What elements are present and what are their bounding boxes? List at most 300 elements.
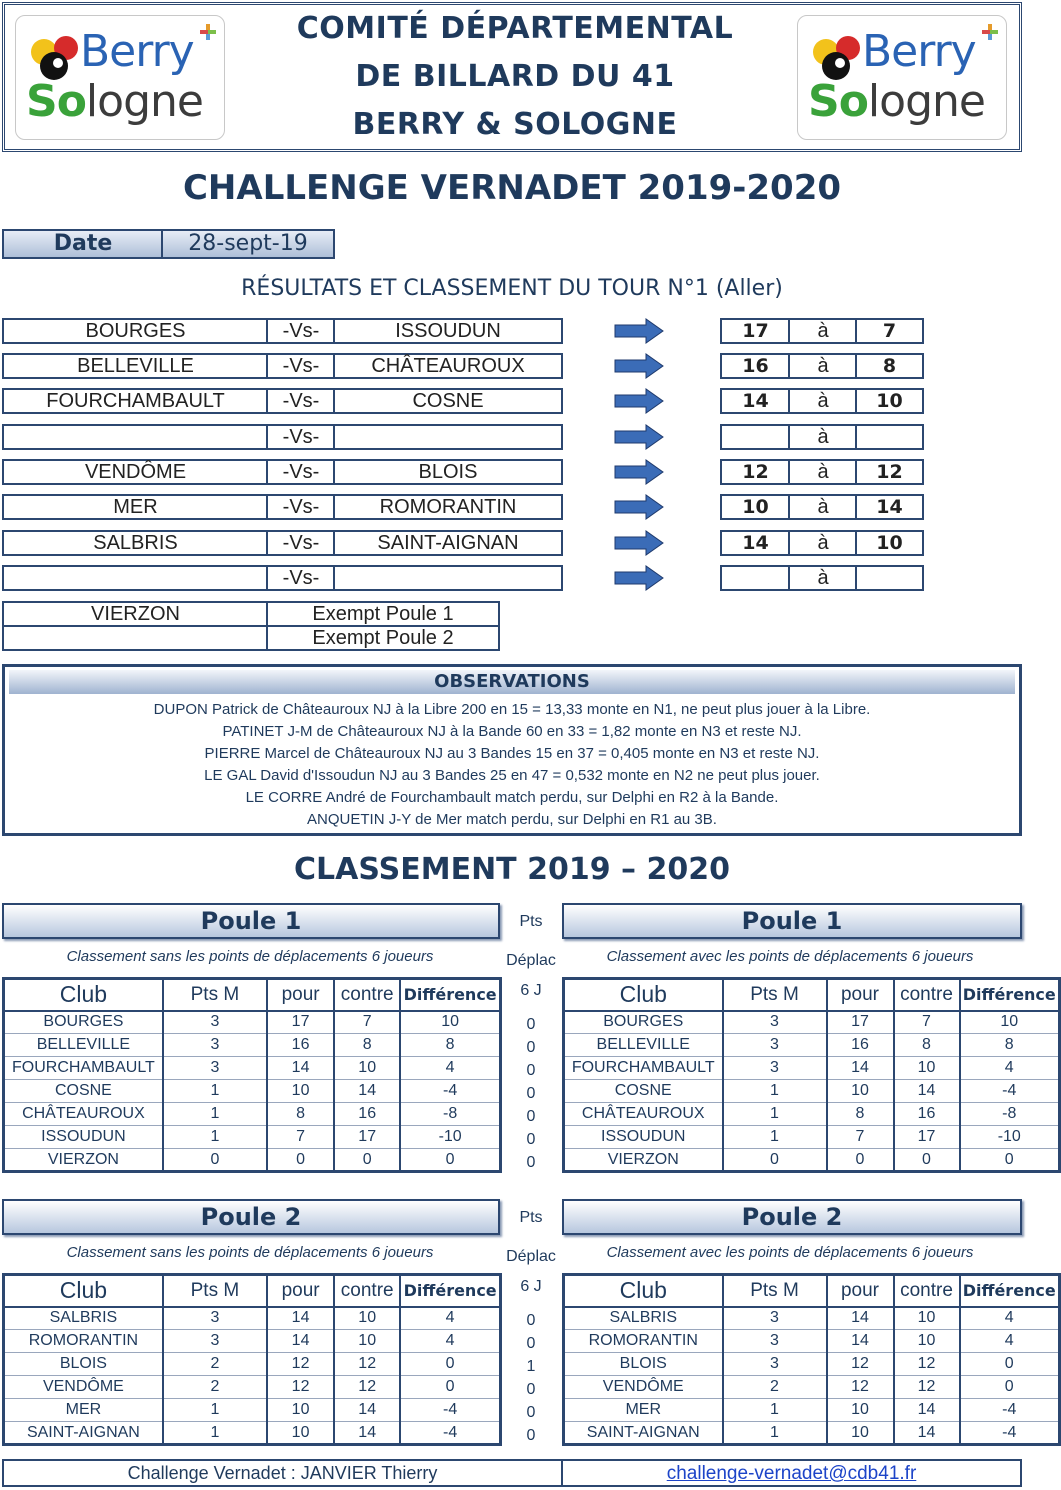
table-row <box>564 1034 1060 1057</box>
table-cell-contre: 16 <box>894 1103 960 1126</box>
deplac-points-value: 0 <box>526 1312 536 1329</box>
observations-title: OBSERVATIONS <box>9 670 1015 694</box>
table-cell-pts-m: 0 <box>163 1149 267 1172</box>
table-cell-club: VIERZON <box>564 1149 723 1172</box>
table-cell-pts-m: 3 <box>163 1034 267 1057</box>
table-cell-difference: -4 <box>400 1399 500 1422</box>
match-home-team: VENDÔME <box>2 459 269 485</box>
table-cell-contre: 10 <box>894 1057 960 1080</box>
header-banner <box>2 2 1022 152</box>
table-cell-club: ISSOUDUN <box>564 1126 723 1149</box>
table-cell-difference: 10 <box>400 1011 500 1034</box>
logo-text-sologne-so: So <box>26 76 86 127</box>
table-cell-club: MER <box>564 1399 723 1422</box>
match-vs-label: -Vs- <box>266 353 336 379</box>
compass-plus-icon <box>200 24 216 40</box>
table-row <box>564 1080 1060 1103</box>
table-cell-contre: 10 <box>894 1330 960 1353</box>
right-arrow-icon <box>614 494 664 520</box>
table-row <box>564 1057 1060 1080</box>
table-cell-pts-m: 2 <box>163 1353 267 1376</box>
table-cell-club: SAINT-AIGNAN <box>564 1422 723 1445</box>
table-cell-pour: 14 <box>267 1330 334 1353</box>
table-row <box>564 1399 1060 1422</box>
table-cell-contre: 12 <box>894 1353 960 1376</box>
right-arrow-icon <box>614 459 664 485</box>
table-row <box>4 1057 501 1080</box>
table-cell-contre: 0 <box>894 1149 960 1172</box>
table-cell-contre: 12 <box>334 1353 400 1376</box>
table-cell-pour: 17 <box>267 1011 334 1034</box>
table-cell-contre: 0 <box>334 1149 400 1172</box>
exempt-club-2 <box>2 625 269 651</box>
match-score-separator: à <box>788 459 858 485</box>
table-cell-contre: 12 <box>894 1376 960 1399</box>
table-cell-club: BOURGES <box>564 1011 723 1034</box>
column-header-club: Club <box>564 979 723 1011</box>
berry-sologne-logo-left <box>15 15 225 140</box>
page-title: CHALLENGE VERNADET 2019-2020 <box>182 168 842 208</box>
table-row <box>564 1149 1060 1172</box>
exempt-club-1: VIERZON <box>2 601 269 627</box>
table-cell-club: VENDÔME <box>564 1376 723 1399</box>
match-score-home: 12 <box>720 459 791 485</box>
table-row <box>4 1149 501 1172</box>
poule-subtitle-left: Classement sans les points de déplacements 6 joueurs <box>66 1244 434 1261</box>
exempt-label-2: Exempt Poule 2 <box>266 625 500 651</box>
match-score-home: 14 <box>720 530 791 556</box>
match-away-team: ISSOUDUN <box>333 318 563 344</box>
table-cell-contre: 14 <box>334 1399 400 1422</box>
logo-text-berry: Berry <box>862 26 976 77</box>
table-cell-pts-m: 1 <box>723 1080 827 1103</box>
table-cell-difference: -4 <box>960 1399 1060 1422</box>
table-cell-club: COSNE <box>564 1080 723 1103</box>
table-cell-club: COSNE <box>4 1080 163 1103</box>
match-home-team: BOURGES <box>2 318 269 344</box>
table-cell-club: SALBRIS <box>4 1307 163 1330</box>
table-cell-contre: 17 <box>334 1126 400 1149</box>
match-score-home: 16 <box>720 353 791 379</box>
match-score-home: 10 <box>720 494 791 520</box>
table-row <box>4 1353 501 1376</box>
match-away-team: SAINT-AIGNAN <box>333 530 563 556</box>
table-cell-contre: 10 <box>334 1057 400 1080</box>
column-header-difference: Différence <box>960 979 1060 1011</box>
match-score-separator: à <box>788 530 858 556</box>
match-away-team: ROMORANTIN <box>333 494 563 520</box>
table-cell-club: ISSOUDUN <box>4 1126 163 1149</box>
table-cell-pour: 14 <box>827 1057 894 1080</box>
deplac-points-value: 0 <box>526 1062 536 1079</box>
column-header-pour: pour <box>267 1275 334 1307</box>
table-cell-pour: 14 <box>827 1307 894 1330</box>
poule-subtitle-right: Classement avec les points de déplacements 6 joueurs <box>606 948 974 965</box>
poule-title-right: Poule 1 <box>562 903 1022 939</box>
match-vs-label: -Vs- <box>266 424 336 450</box>
berry-sologne-logo-right <box>797 15 1007 140</box>
observation-line: ANQUETIN J-Y de Mer match perdu, sur Delphi en R1 au 3B. <box>307 811 717 828</box>
table-cell-difference: 4 <box>960 1330 1060 1353</box>
match-score-away: 10 <box>855 388 924 414</box>
match-home-team: SALBRIS <box>2 530 269 556</box>
table-cell-club: ROMORANTIN <box>564 1330 723 1353</box>
table-cell-pts-m: 3 <box>723 1034 827 1057</box>
table-cell-pts-m: 1 <box>723 1126 827 1149</box>
table-cell-club: FOURCHAMBAULT <box>4 1057 163 1080</box>
match-away-team: BLOIS <box>333 459 563 485</box>
match-score-away: 14 <box>855 494 924 520</box>
table-cell-pts-m: 3 <box>723 1353 827 1376</box>
table-row <box>564 1422 1060 1445</box>
deplac-points-value: 0 <box>526 1016 536 1033</box>
ranking-header-row <box>4 979 501 1011</box>
table-row <box>4 1307 501 1330</box>
table-cell-club: FOURCHAMBAULT <box>564 1057 723 1080</box>
column-header-difference: Différence <box>400 979 500 1011</box>
match-vs-label: -Vs- <box>266 459 336 485</box>
table-cell-pts-m: 1 <box>163 1080 267 1103</box>
column-header-contre: contre <box>894 1275 960 1307</box>
table-row <box>564 1103 1060 1126</box>
deplac-points-value: 0 <box>526 1335 536 1352</box>
table-cell-pts-m: 1 <box>163 1422 267 1445</box>
poule-title-left: Poule 2 <box>2 1199 500 1235</box>
table-cell-contre: 14 <box>894 1399 960 1422</box>
table-cell-difference: 0 <box>400 1353 500 1376</box>
table-cell-difference: -10 <box>960 1126 1060 1149</box>
table-cell-difference: 0 <box>960 1149 1060 1172</box>
logo-text-sologne <box>808 76 985 127</box>
deplac-points-value: 0 <box>526 1085 536 1102</box>
column-header-pour: pour <box>827 979 894 1011</box>
footer-email-box <box>561 1459 1022 1487</box>
table-cell-pts-m: 3 <box>723 1307 827 1330</box>
table-cell-pts-m: 1 <box>723 1422 827 1445</box>
match-home-team: FOURCHAMBAULT <box>2 388 269 414</box>
deplac-label: Déplac <box>506 1248 556 1265</box>
header-title-line-1: COMITÉ DÉPARTEMENTAL <box>296 11 734 46</box>
match-vs-label: -Vs- <box>266 530 336 556</box>
match-score-away <box>855 565 924 591</box>
ranking-header-row <box>564 979 1060 1011</box>
match-away-team: COSNE <box>333 388 563 414</box>
table-cell-pts-m: 3 <box>163 1330 267 1353</box>
ranking-table <box>2 977 502 1173</box>
table-cell-club: BOURGES <box>4 1011 163 1034</box>
table-cell-difference: 0 <box>960 1353 1060 1376</box>
table-cell-difference: 0 <box>400 1376 500 1399</box>
table-cell-pour: 14 <box>267 1057 334 1080</box>
logo-text-berry: Berry <box>80 26 194 77</box>
deplac-points-value: 1 <box>526 1358 536 1375</box>
table-row <box>4 1034 501 1057</box>
match-score-home: 14 <box>720 388 791 414</box>
table-row <box>564 1376 1060 1399</box>
table-cell-pts-m: 2 <box>723 1376 827 1399</box>
table-cell-club: BLOIS <box>564 1353 723 1376</box>
table-row <box>4 1399 501 1422</box>
table-cell-pour: 7 <box>267 1126 334 1149</box>
header-title-line-2: DE BILLARD DU 41 <box>355 59 675 94</box>
table-cell-contre: 12 <box>334 1376 400 1399</box>
table-cell-pour: 10 <box>827 1422 894 1445</box>
exempt-label-1: Exempt Poule 1 <box>266 601 500 627</box>
deplac-points-value: 0 <box>526 1404 536 1421</box>
table-row <box>4 1103 501 1126</box>
table-cell-club: VIERZON <box>4 1149 163 1172</box>
footer-credit: Challenge Vernadet : JANVIER Thierry <box>2 1459 563 1487</box>
match-home-team: MER <box>2 494 269 520</box>
table-cell-difference: 0 <box>960 1376 1060 1399</box>
match-score-separator: à <box>788 565 858 591</box>
match-away-team <box>333 424 563 450</box>
match-vs-label: -Vs- <box>266 494 336 520</box>
table-cell-contre: 8 <box>894 1034 960 1057</box>
table-row <box>564 1307 1060 1330</box>
table-cell-pour: 16 <box>267 1034 334 1057</box>
table-row <box>564 1353 1060 1376</box>
match-score-away: 12 <box>855 459 924 485</box>
table-cell-pts-m: 3 <box>723 1057 827 1080</box>
table-cell-contre: 10 <box>334 1307 400 1330</box>
deplac-points-value: 0 <box>526 1039 536 1056</box>
table-cell-difference: 4 <box>960 1307 1060 1330</box>
right-arrow-icon <box>614 565 664 591</box>
ranking-header-row <box>564 1275 1060 1307</box>
observation-line: LE CORRE André de Fourchambault match perdu, sur Delphi en R2 à la Bande. <box>245 789 779 806</box>
table-cell-contre: 8 <box>334 1034 400 1057</box>
date-value: 28-sept-19 <box>161 229 335 259</box>
deplac-points-value: 0 <box>526 1131 536 1148</box>
table-cell-pour: 0 <box>267 1149 334 1172</box>
column-header-difference: Différence <box>400 1275 500 1307</box>
match-score-home <box>720 424 791 450</box>
match-score-separator: à <box>788 494 858 520</box>
table-cell-pts-m: 3 <box>163 1057 267 1080</box>
table-cell-contre: 10 <box>894 1307 960 1330</box>
table-cell-contre: 14 <box>894 1080 960 1103</box>
table-cell-pour: 8 <box>827 1103 894 1126</box>
logo-text-sologne-rest: logne <box>85 76 203 127</box>
table-cell-pts-m: 1 <box>723 1103 827 1126</box>
table-cell-pour: 14 <box>267 1307 334 1330</box>
table-cell-difference: -4 <box>400 1080 500 1103</box>
deplac-points-value: 0 <box>526 1427 536 1444</box>
table-cell-pour: 12 <box>267 1376 334 1399</box>
match-score-separator: à <box>788 318 858 344</box>
column-header-difference: Différence <box>960 1275 1060 1307</box>
table-cell-pts-m: 1 <box>163 1103 267 1126</box>
table-cell-club: VENDÔME <box>4 1376 163 1399</box>
right-arrow-icon <box>614 388 664 414</box>
table-cell-pts-m: 1 <box>163 1126 267 1149</box>
match-score-separator: à <box>788 388 858 414</box>
table-cell-pts-m: 1 <box>163 1399 267 1422</box>
match-away-team <box>333 565 563 591</box>
column-header-club: Club <box>564 1275 723 1307</box>
table-row <box>564 1330 1060 1353</box>
ranking-table <box>2 1273 502 1446</box>
column-header-pts-m: Pts M <box>723 1275 827 1307</box>
table-cell-difference: -8 <box>960 1103 1060 1126</box>
poule-subtitle-left: Classement sans les points de déplacements 6 joueurs <box>66 948 434 965</box>
table-cell-pour: 7 <box>827 1126 894 1149</box>
column-header-pour: pour <box>827 1275 894 1307</box>
poule-title-right: Poule 2 <box>562 1199 1022 1235</box>
table-cell-difference: 4 <box>400 1330 500 1353</box>
observation-line: PATINET J-M de Châteauroux NJ à la Bande 60 en 33 = 1,82 monte en N3 et reste NJ. <box>222 723 802 740</box>
table-cell-pour: 0 <box>827 1149 894 1172</box>
table-cell-club: SALBRIS <box>564 1307 723 1330</box>
match-score-away: 10 <box>855 530 924 556</box>
deplac-points-value: 0 <box>526 1154 536 1171</box>
column-header-club: Club <box>4 979 163 1011</box>
table-cell-pour: 12 <box>827 1353 894 1376</box>
table-row <box>4 1422 501 1445</box>
pts-label: Pts <box>519 913 543 930</box>
match-score-separator: à <box>788 353 858 379</box>
table-cell-pts-m: 3 <box>723 1011 827 1034</box>
ranking-header-row <box>4 1275 501 1307</box>
table-cell-pour: 10 <box>267 1080 334 1103</box>
table-cell-pts-m: 3 <box>163 1011 267 1034</box>
table-cell-contre: 14 <box>334 1422 400 1445</box>
table-cell-pour: 10 <box>827 1080 894 1103</box>
date-label: Date <box>2 229 164 259</box>
observation-line: LE GAL David d'Issoudun NJ au 3 Bandes 25 en 47 = 0,532 monte en N2 ne peut plus jouer. <box>204 767 820 784</box>
table-cell-difference: 4 <box>400 1057 500 1080</box>
poule-subtitle-right: Classement avec les points de déplacements 6 joueurs <box>606 1244 974 1261</box>
match-score-home: 17 <box>720 318 791 344</box>
right-arrow-icon <box>614 424 664 450</box>
match-vs-label: -Vs- <box>266 565 336 591</box>
right-arrow-icon <box>614 318 664 344</box>
match-score-home <box>720 565 791 591</box>
table-cell-difference: 4 <box>960 1057 1060 1080</box>
table-cell-club: MER <box>4 1399 163 1422</box>
deplac-points-column <box>500 1309 562 1447</box>
match-home-team <box>2 424 269 450</box>
header-title-line-3: BERRY & SOLOGNE <box>352 107 678 142</box>
match-score-away: 7 <box>855 318 924 344</box>
column-header-pts-m: Pts M <box>163 1275 267 1307</box>
deplac-points-value: 0 <box>526 1108 536 1125</box>
table-cell-contre: 16 <box>334 1103 400 1126</box>
table-cell-contre: 14 <box>334 1080 400 1103</box>
table-cell-pour: 14 <box>827 1330 894 1353</box>
six-j-label: 6 J <box>520 1278 542 1295</box>
table-cell-contre: 17 <box>894 1126 960 1149</box>
table-cell-difference: -4 <box>400 1422 500 1445</box>
table-cell-difference: -4 <box>960 1080 1060 1103</box>
match-score-away <box>855 424 924 450</box>
table-cell-pts-m: 0 <box>723 1149 827 1172</box>
table-cell-pts-m: 3 <box>163 1307 267 1330</box>
table-cell-contre: 14 <box>894 1422 960 1445</box>
match-home-team <box>2 565 269 591</box>
table-cell-pour: 17 <box>827 1011 894 1034</box>
table-cell-club: CHÂTEAUROUX <box>564 1103 723 1126</box>
right-arrow-icon <box>614 530 664 556</box>
compass-plus-icon <box>982 24 998 40</box>
table-row <box>564 1126 1060 1149</box>
column-header-contre: contre <box>894 979 960 1011</box>
six-j-label: 6 J <box>520 982 542 999</box>
table-cell-pour: 10 <box>827 1399 894 1422</box>
table-cell-difference: 4 <box>400 1307 500 1330</box>
column-header-pts-m: Pts M <box>723 979 827 1011</box>
table-row <box>4 1080 501 1103</box>
footer-email-link[interactable]: challenge-vernadet@cdb41.fr <box>666 1463 917 1484</box>
table-cell-club: BELLEVILLE <box>564 1034 723 1057</box>
table-cell-club: BLOIS <box>4 1353 163 1376</box>
match-score-separator: à <box>788 424 858 450</box>
table-row <box>4 1330 501 1353</box>
table-cell-pour: 10 <box>267 1422 334 1445</box>
table-cell-pour: 8 <box>267 1103 334 1126</box>
table-row <box>4 1011 501 1034</box>
column-header-contre: contre <box>334 1275 400 1307</box>
pts-label: Pts <box>519 1209 543 1226</box>
table-row <box>4 1376 501 1399</box>
table-cell-pts-m: 3 <box>723 1330 827 1353</box>
table-cell-pour: 10 <box>267 1399 334 1422</box>
table-cell-contre: 7 <box>334 1011 400 1034</box>
table-cell-contre: 7 <box>894 1011 960 1034</box>
column-header-club: Club <box>4 1275 163 1307</box>
table-cell-difference: 8 <box>960 1034 1060 1057</box>
observation-line: DUPON Patrick de Châteauroux NJ à la Libre 200 en 15 = 13,33 monte en N1, ne peut plus jouer à la Libre. <box>153 701 871 718</box>
table-cell-difference: -4 <box>960 1422 1060 1445</box>
logo-text-sologne-so: So <box>808 76 868 127</box>
deplac-points-value: 0 <box>526 1381 536 1398</box>
table-row <box>564 1011 1060 1034</box>
logo-text-sologne-rest: logne <box>867 76 985 127</box>
match-away-team: CHÂTEAUROUX <box>333 353 563 379</box>
match-vs-label: -Vs- <box>266 388 336 414</box>
column-header-contre: contre <box>334 979 400 1011</box>
table-cell-club: SAINT-AIGNAN <box>4 1422 163 1445</box>
table-cell-pour: 12 <box>827 1376 894 1399</box>
table-cell-pour: 12 <box>267 1353 334 1376</box>
table-cell-club: CHÂTEAUROUX <box>4 1103 163 1126</box>
logo-text-sologne <box>26 76 203 127</box>
ranking-table <box>562 977 1061 1173</box>
column-header-pour: pour <box>267 979 334 1011</box>
table-cell-club: BELLEVILLE <box>4 1034 163 1057</box>
classement-title: CLASSEMENT 2019 – 2020 <box>294 852 730 887</box>
match-vs-label: -Vs- <box>266 318 336 344</box>
table-cell-pts-m: 1 <box>723 1399 827 1422</box>
table-cell-difference: 8 <box>400 1034 500 1057</box>
observation-line: PIERRE Marcel de Châteauroux NJ au 3 Bandes 15 en 37 = 0,405 monte en N3 et reste NJ. <box>204 745 820 762</box>
poule-title-left: Poule 1 <box>2 903 500 939</box>
deplac-points-column <box>500 1013 562 1174</box>
table-cell-difference: -10 <box>400 1126 500 1149</box>
match-home-team: BELLEVILLE <box>2 353 269 379</box>
table-cell-contre: 10 <box>334 1330 400 1353</box>
right-arrow-icon <box>614 353 664 379</box>
table-cell-difference: 10 <box>960 1011 1060 1034</box>
table-cell-difference: 0 <box>400 1149 500 1172</box>
deplac-label: Déplac <box>506 952 556 969</box>
column-header-pts-m: Pts M <box>163 979 267 1011</box>
ranking-table <box>562 1273 1061 1446</box>
table-cell-club: ROMORANTIN <box>4 1330 163 1353</box>
table-cell-pts-m: 2 <box>163 1376 267 1399</box>
results-subtitle: RÉSULTATS ET CLASSEMENT DU TOUR N°1 (Aller) <box>241 276 783 301</box>
